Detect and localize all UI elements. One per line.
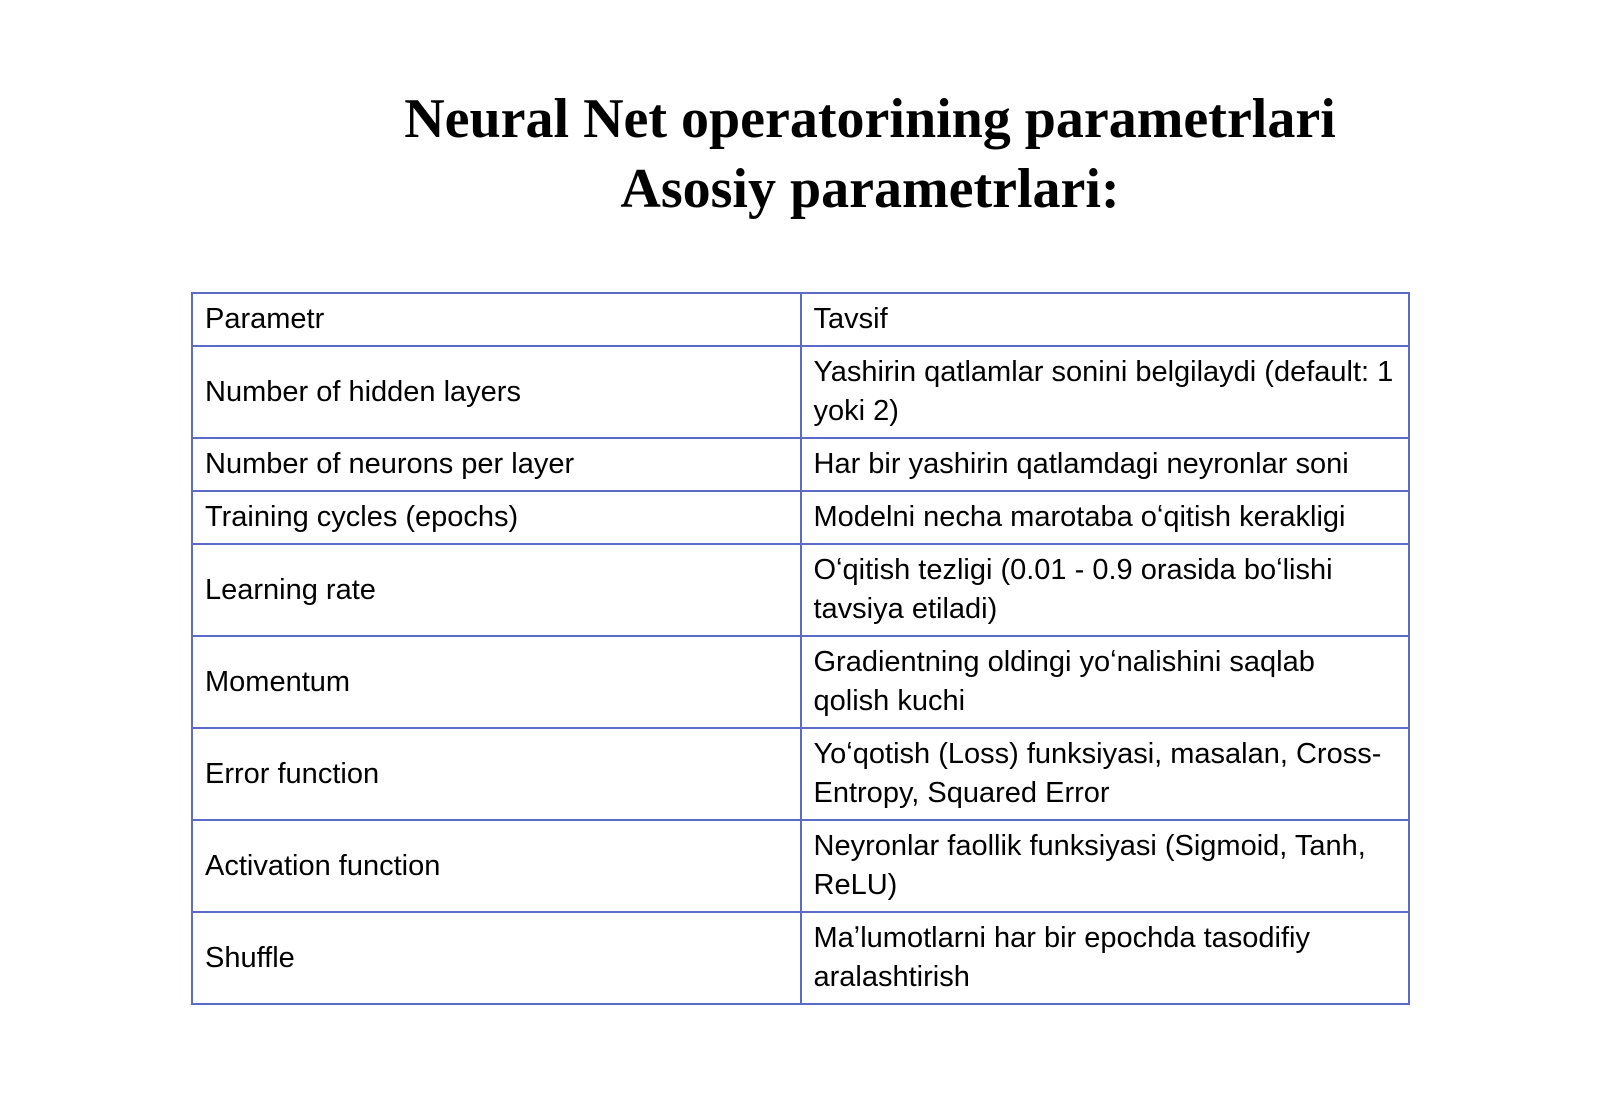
slide-title — [380, 84, 1360, 224]
param-desc-cell: Gradientning oldingi yoʻnalishini saqlab qolish kuchi — [801, 636, 1410, 728]
param-desc-cell: Yoʻqotish (Loss) funksiyasi, masalan, Cross-Entropy, Squared Error — [801, 728, 1410, 820]
table-header-row — [192, 293, 1409, 346]
table-row — [192, 912, 1409, 1004]
param-name-cell: Activation function — [192, 820, 801, 912]
param-name-cell: Learning rate — [192, 544, 801, 636]
param-name-cell: Momentum — [192, 636, 801, 728]
param-name-cell: Shuffle — [192, 912, 801, 1004]
title-line-2: Asosiy parametrlari: — [620, 158, 1120, 220]
param-name-cell: Number of hidden layers — [192, 346, 801, 438]
header-cell-parametr: Parametr — [192, 293, 801, 346]
title-line-1: Neural Net operatorining parametrlari — [404, 88, 1336, 150]
table-row — [192, 491, 1409, 544]
parameters-table — [191, 292, 1410, 1005]
table-row — [192, 346, 1409, 438]
param-desc-cell: Yashirin qatlamlar sonini belgilaydi (default: 1 yoki 2) — [801, 346, 1410, 438]
table-row — [192, 636, 1409, 728]
table-row — [192, 820, 1409, 912]
param-desc-cell: Maʼlumotlarni har bir epochda tasodifiy aralashtirish — [801, 912, 1410, 1004]
table-row — [192, 544, 1409, 636]
table-row — [192, 728, 1409, 820]
param-name-cell: Number of neurons per layer — [192, 438, 801, 491]
param-desc-cell: Oʻqitish tezligi (0.01 - 0.9 orasida boʻlishi tavsiya etiladi) — [801, 544, 1410, 636]
header-cell-tavsif: Tavsif — [801, 293, 1410, 346]
param-desc-cell: Modelni necha marotaba oʻqitish kerakligi — [801, 491, 1410, 544]
table-row — [192, 438, 1409, 491]
param-desc-cell: Har bir yashirin qatlamdagi neyronlar soni — [801, 438, 1410, 491]
param-desc-cell: Neyronlar faollik funksiyasi (Sigmoid, Tanh, ReLU) — [801, 820, 1410, 912]
param-name-cell: Error function — [192, 728, 801, 820]
param-name-cell: Training cycles (epochs) — [192, 491, 801, 544]
